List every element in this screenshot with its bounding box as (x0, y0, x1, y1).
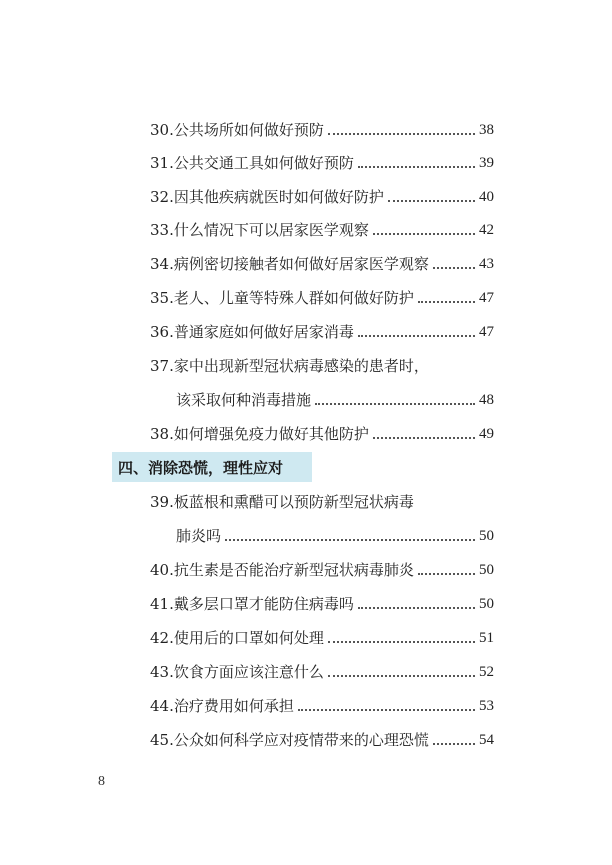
entry-title: 公众如何科学应对疫情带来的心理恐慌 (173, 731, 429, 749)
toc-entry-40[interactable] (150, 554, 494, 580)
dot-leader (328, 641, 475, 643)
entry-number: 44. (150, 697, 174, 715)
page-number: 8 (98, 774, 105, 789)
entry-page: 52 (479, 664, 494, 680)
toc-entry-44[interactable] (150, 690, 494, 716)
toc-entry-43[interactable] (150, 656, 494, 682)
entry-title: 戴多层口罩才能防住病毒吗 (173, 595, 354, 613)
entry-page: 50 (479, 528, 494, 544)
entry-number: 43. (150, 663, 174, 681)
toc-entry-39[interactable] (150, 486, 494, 512)
entry-title: 因其他疾病就医时如何做好防护 (173, 188, 384, 206)
dot-leader (358, 166, 475, 168)
entry-number: 32. (150, 188, 174, 206)
entry-title: 病例密切接触者如何做好居家医学观察 (173, 255, 429, 273)
toc-entry-39-continued[interactable] (176, 520, 494, 546)
entry-title: 治疗费用如何承担 (173, 697, 294, 715)
dot-leader (328, 675, 475, 677)
dot-leader (373, 437, 475, 439)
section-heading[interactable]: 四、消除恐慌，理性应对 (112, 452, 312, 482)
entry-number: 38. (150, 425, 174, 443)
entry-number: 35. (150, 289, 174, 307)
toc-entry-37[interactable] (150, 350, 494, 376)
entry-number: 41. (150, 595, 174, 613)
entry-page: 51 (479, 630, 494, 646)
entry-title: 如何增强免疫力做好其他防护 (173, 425, 369, 443)
dot-leader (328, 133, 475, 135)
toc-entry-35[interactable] (150, 282, 494, 308)
entry-number: 39. (150, 493, 174, 511)
entry-page: 47 (479, 324, 494, 340)
entry-number: 36. (150, 323, 174, 341)
entry-number: 37. (150, 357, 174, 375)
entry-page: 53 (479, 698, 494, 714)
entry-page: 48 (479, 392, 494, 408)
toc-entry-41[interactable] (150, 588, 494, 614)
dot-leader (298, 709, 475, 711)
dot-leader (433, 267, 475, 269)
entry-title: 使用后的口罩如何处理 (173, 629, 324, 647)
toc-entry-42[interactable] (150, 622, 494, 648)
entry-number: 40. (150, 561, 174, 579)
entry-title: 老人、儿童等特殊人群如何做好防护 (173, 289, 414, 307)
entry-number: 33. (150, 221, 174, 239)
entry-page: 40 (479, 189, 494, 205)
entry-title: 家中出现新型冠状病毒感染的患者时， (173, 357, 429, 375)
entry-number: 34. (150, 255, 174, 273)
toc-entry-33[interactable] (150, 214, 494, 240)
dot-leader (388, 200, 475, 202)
entry-page: 50 (479, 596, 494, 612)
entry-title: 抗生素是否能治疗新型冠状病毒肺炎 (173, 561, 414, 579)
entry-number: 31. (150, 154, 174, 172)
dot-leader (315, 403, 475, 405)
dot-leader (418, 573, 475, 575)
entry-page: 49 (479, 426, 494, 442)
entry-number: 30. (150, 121, 174, 139)
dot-leader (433, 743, 475, 745)
entry-number: 45. (150, 731, 174, 749)
entry-title: 公共交通工具如何做好预防 (173, 154, 354, 172)
toc-entry-38[interactable] (150, 418, 494, 444)
entry-page: 54 (479, 732, 494, 748)
entry-number: 42. (150, 629, 174, 647)
entry-title: 公共场所如何做好预防 (173, 121, 324, 139)
toc-entry-30[interactable] (150, 114, 494, 140)
entry-page: 47 (479, 290, 494, 306)
entry-page: 39 (479, 155, 494, 171)
entry-title-continued: 肺炎吗 (176, 527, 222, 545)
entry-title: 普通家庭如何做好居家消毒 (173, 323, 354, 341)
toc-entry-32[interactable] (150, 181, 494, 207)
entry-title: 什么情况下可以居家医学观察 (173, 221, 369, 239)
entry-title-continued: 该采取何种消毒措施 (176, 391, 312, 409)
entry-page: 50 (479, 562, 494, 578)
toc-entry-45[interactable] (150, 724, 494, 750)
dot-leader (358, 607, 475, 609)
entry-title: 饮食方面应该注意什么 (173, 663, 324, 681)
dot-leader (358, 335, 475, 337)
entry-title: 板蓝根和熏醋可以预防新型冠状病毒 (173, 493, 414, 511)
toc-entry-37-continued[interactable] (176, 384, 494, 410)
dot-leader (418, 301, 475, 303)
toc-entry-36[interactable] (150, 316, 494, 342)
dot-leader (373, 233, 475, 235)
dot-leader (225, 539, 475, 541)
entry-page: 38 (479, 122, 494, 138)
toc-entry-31[interactable] (150, 147, 494, 173)
toc-entry-34[interactable] (150, 248, 494, 274)
entry-page: 43 (479, 256, 494, 272)
entry-page: 42 (479, 222, 494, 238)
